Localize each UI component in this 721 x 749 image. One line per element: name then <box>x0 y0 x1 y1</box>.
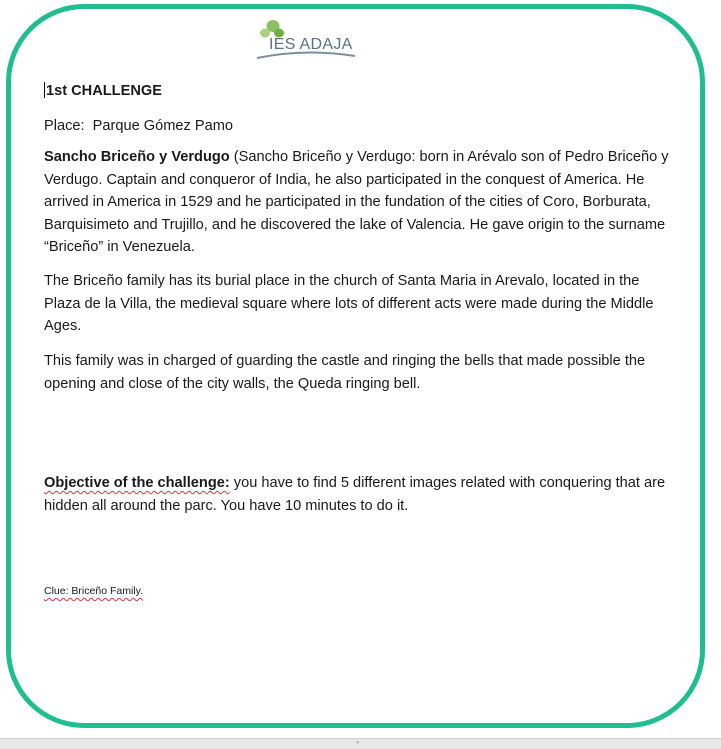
intro-text: (Sancho Briceño y Verdugo: born in Arévalo son of Pedro Briceño y Verdugo. Captain and conqueror of India, he also participated in the conquest of America. He arrived in America in 1529 and he participated in the fundation of the cities of Coro, Borburata, Barquisimeto and Trujillo, and he discovered the lake of Valencia. He gave origin to the surname “Briceño” in Venezuela. <box>44 149 669 255</box>
ies-adaja-logo <box>255 18 357 62</box>
page-marker-icon: ◦ <box>356 737 360 747</box>
text-cursor <box>44 82 45 98</box>
status-bar <box>0 738 721 749</box>
intro-paragraph <box>44 146 674 259</box>
castle-paragraph: This family was in charged of guarding the castle and ringing the bells that made possible the opening and close of the city walls, the Queda ringing bell. <box>44 353 646 392</box>
place-label: Place: <box>44 118 85 134</box>
objective-text: you have to find 5 different images related with conquering that are hidden all around the parc. You have 10 minutes to do it. <box>44 475 666 514</box>
place-value: Parque Gómez Pamo <box>92 118 234 134</box>
intro-name: Sancho Briceño y Verdugo <box>44 149 230 165</box>
objective-paragraph <box>44 472 674 517</box>
place-line <box>44 115 674 138</box>
clue-line: Clue: Briceño Family. <box>44 585 144 597</box>
objective-label: Objective of the challenge: <box>44 475 230 491</box>
family-paragraph: The Briceño family has its burial place in the church of Santa Maria in Arevalo, located in the Plaza de la Villa, the medieval square where lots of different acts were made during the Middle Ages. <box>44 273 654 334</box>
logo-text: IES ADAJA <box>269 36 353 53</box>
challenge-heading: 1st CHALLENGE <box>46 83 162 99</box>
